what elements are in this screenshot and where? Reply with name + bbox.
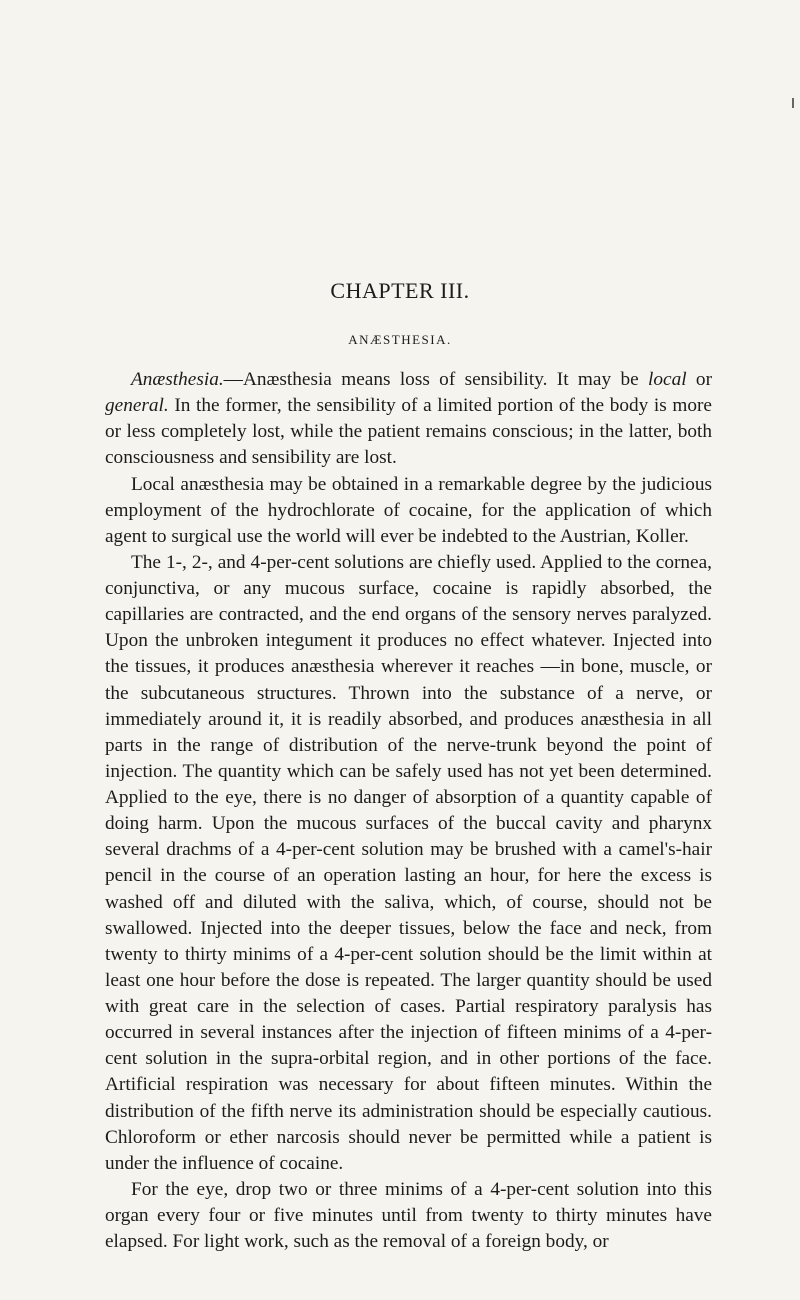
- corner-mark: [792, 98, 794, 108]
- chapter-title: CHAPTER III.: [330, 278, 470, 303]
- paragraph-1-text-a: —Anæsthesia means loss of sensibility. It may be: [223, 369, 649, 390]
- term-local: local: [648, 369, 687, 390]
- paragraph-lead: Anæsthesia.: [131, 369, 224, 390]
- paragraph-1: [105, 367, 712, 472]
- paragraph-1-text-c: In the former, the sensibility of a limited portion of the body is more or less completely lost, while the patient remains conscious; in the latter, both consciousness and sensibility are lost.: [105, 395, 712, 469]
- section-title: ANÆSTHESIA.: [348, 332, 452, 347]
- paragraph-1-text-b: or: [686, 369, 712, 390]
- paragraph-4: For the eye, drop two or three minims of a 4-per-cent solution into this organ every four or five minutes until from twenty to thirty minutes have elapsed. For light work, such as the removal of a foreign body, or: [105, 1178, 712, 1253]
- term-general: general.: [105, 395, 169, 417]
- paragraph-2: Local anæsthesia may be obtained in a remarkable degree by the judicious employment of the hydrochlorate of cocaine, for the application of which agent to surgical use the world will ever be indebted to the Austrian, Koller.: [105, 473, 712, 547]
- body-text: [105, 367, 712, 1255]
- paragraph-3: The 1-, 2-, and 4-per-cent solutions are chiefly used. Applied to the cornea, conjunctiva, or any mucous surface, cocaine is rapidly absorbed, the capillaries are contracted, and the end organs of the sensory nerves paralyzed. Upon the unbroken integument it produces no effect whatever. Injected into the tissues, it produces anæsthesia wherever it reaches —in bone, muscle, or the subcutaneous structures. Thrown into the substance of a nerve, or immediately around it, it is readily absorbed, and produces anæsthesia in all parts in the range of distribution of the nerve-trunk beyond the point of injection. The quantity which can be safely used has not yet been determined. Applied to the eye, there is no danger of absorption of a quantity capable of doing harm. Upon the mucous surfaces of the buccal cavity and pharynx several drachms of a 4-per-cent solution may be brushed with a camel's-hair pencil in the course of an operation lasting an hour, for here the excess is washed off and diluted with the saliva, which, of course, should not be swallowed. Injected into the deeper tissues, below the face and neck, from twenty to thirty minims of a 4-per-cent solution should be the limit within at least one hour before the dose is repeated. The larger quantity should be used with great care in the selection of cases. Partial respiratory paralysis has occurred in several instances after the injection of fifteen minims of a 4-per-cent solution in the supra-orbital region, and in other portions of the face. Artificial respiration was necessary for about fifteen minutes. Within the distribution of the fifth nerve its administration should be especially cautious. Chloroform or ether narcosis should never be permitted while a patient is under the influence of cocaine.: [105, 551, 712, 1174]
